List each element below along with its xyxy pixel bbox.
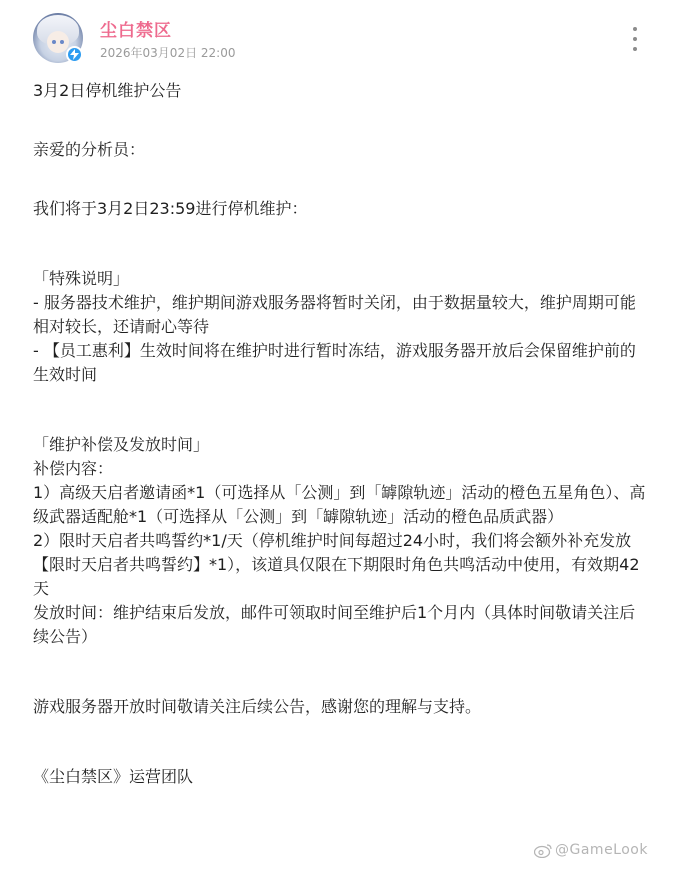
author-avatar[interactable] <box>33 13 83 63</box>
special-note-1: - 服务器技术维护，维护期间游戏服务器将暂时关闭，由于数据量较大，维护周期可能相对较长，还请耐心等待 <box>33 293 636 336</box>
special-notes-heading: 「特殊说明」 <box>33 269 130 288</box>
compensation-label: 补偿内容： <box>33 459 114 478</box>
special-note-2: - 【员工惠利】生效时间将在维护时进行暂时冻结，游戏服务器开放后会保留维护前的生效时间 <box>33 341 636 384</box>
maintenance-intro: 我们将于3月2日23:59进行停机维护： <box>33 199 308 218</box>
author-name[interactable]: 尘白禁区 <box>100 21 172 41</box>
verified-badge-icon <box>66 46 83 63</box>
more-options-icon[interactable] <box>628 27 642 51</box>
watermark <box>534 842 648 858</box>
compensation-heading: 「维护补偿及发放时间」 <box>33 435 210 454</box>
greeting: 亲爱的分析员： <box>33 140 146 159</box>
closing-text: 游戏服务器开放时间敬请关注后续公告，感谢您的理解与支持。 <box>33 697 482 716</box>
weibo-logo-icon <box>534 843 552 858</box>
distribution-time: 发放时间：维护结束后发放，邮件可领取时间至维护后1个月内（具体时间敬请关注后续公告） <box>33 603 636 646</box>
watermark-text: @GameLook <box>555 842 648 858</box>
post-body <box>33 79 648 789</box>
post-timestamp: 2026年03月02日 22:00 <box>100 46 236 60</box>
compensation-item-1: 1）高级天启者邀请函*1（可选择从「公测」到「罅隙轨迹」活动的橙色五星角色）、高级武器适配舱*1（可选择从「公测」到「罅隙轨迹」活动的橙色品质武器） <box>33 483 646 526</box>
announcement-title: 3月2日停机维护公告 <box>33 81 182 100</box>
signature: 《尘白禁区》运营团队 <box>33 767 194 786</box>
compensation-item-2: 2）限时天启者共鸣誓约*1/天（停机维护时间每超过24小时，我们将会额外补充发放【限时天启者共鸣誓约】*1），该道具仅限在下期限时角色共鸣活动中使用，有效期42天 <box>33 531 640 598</box>
